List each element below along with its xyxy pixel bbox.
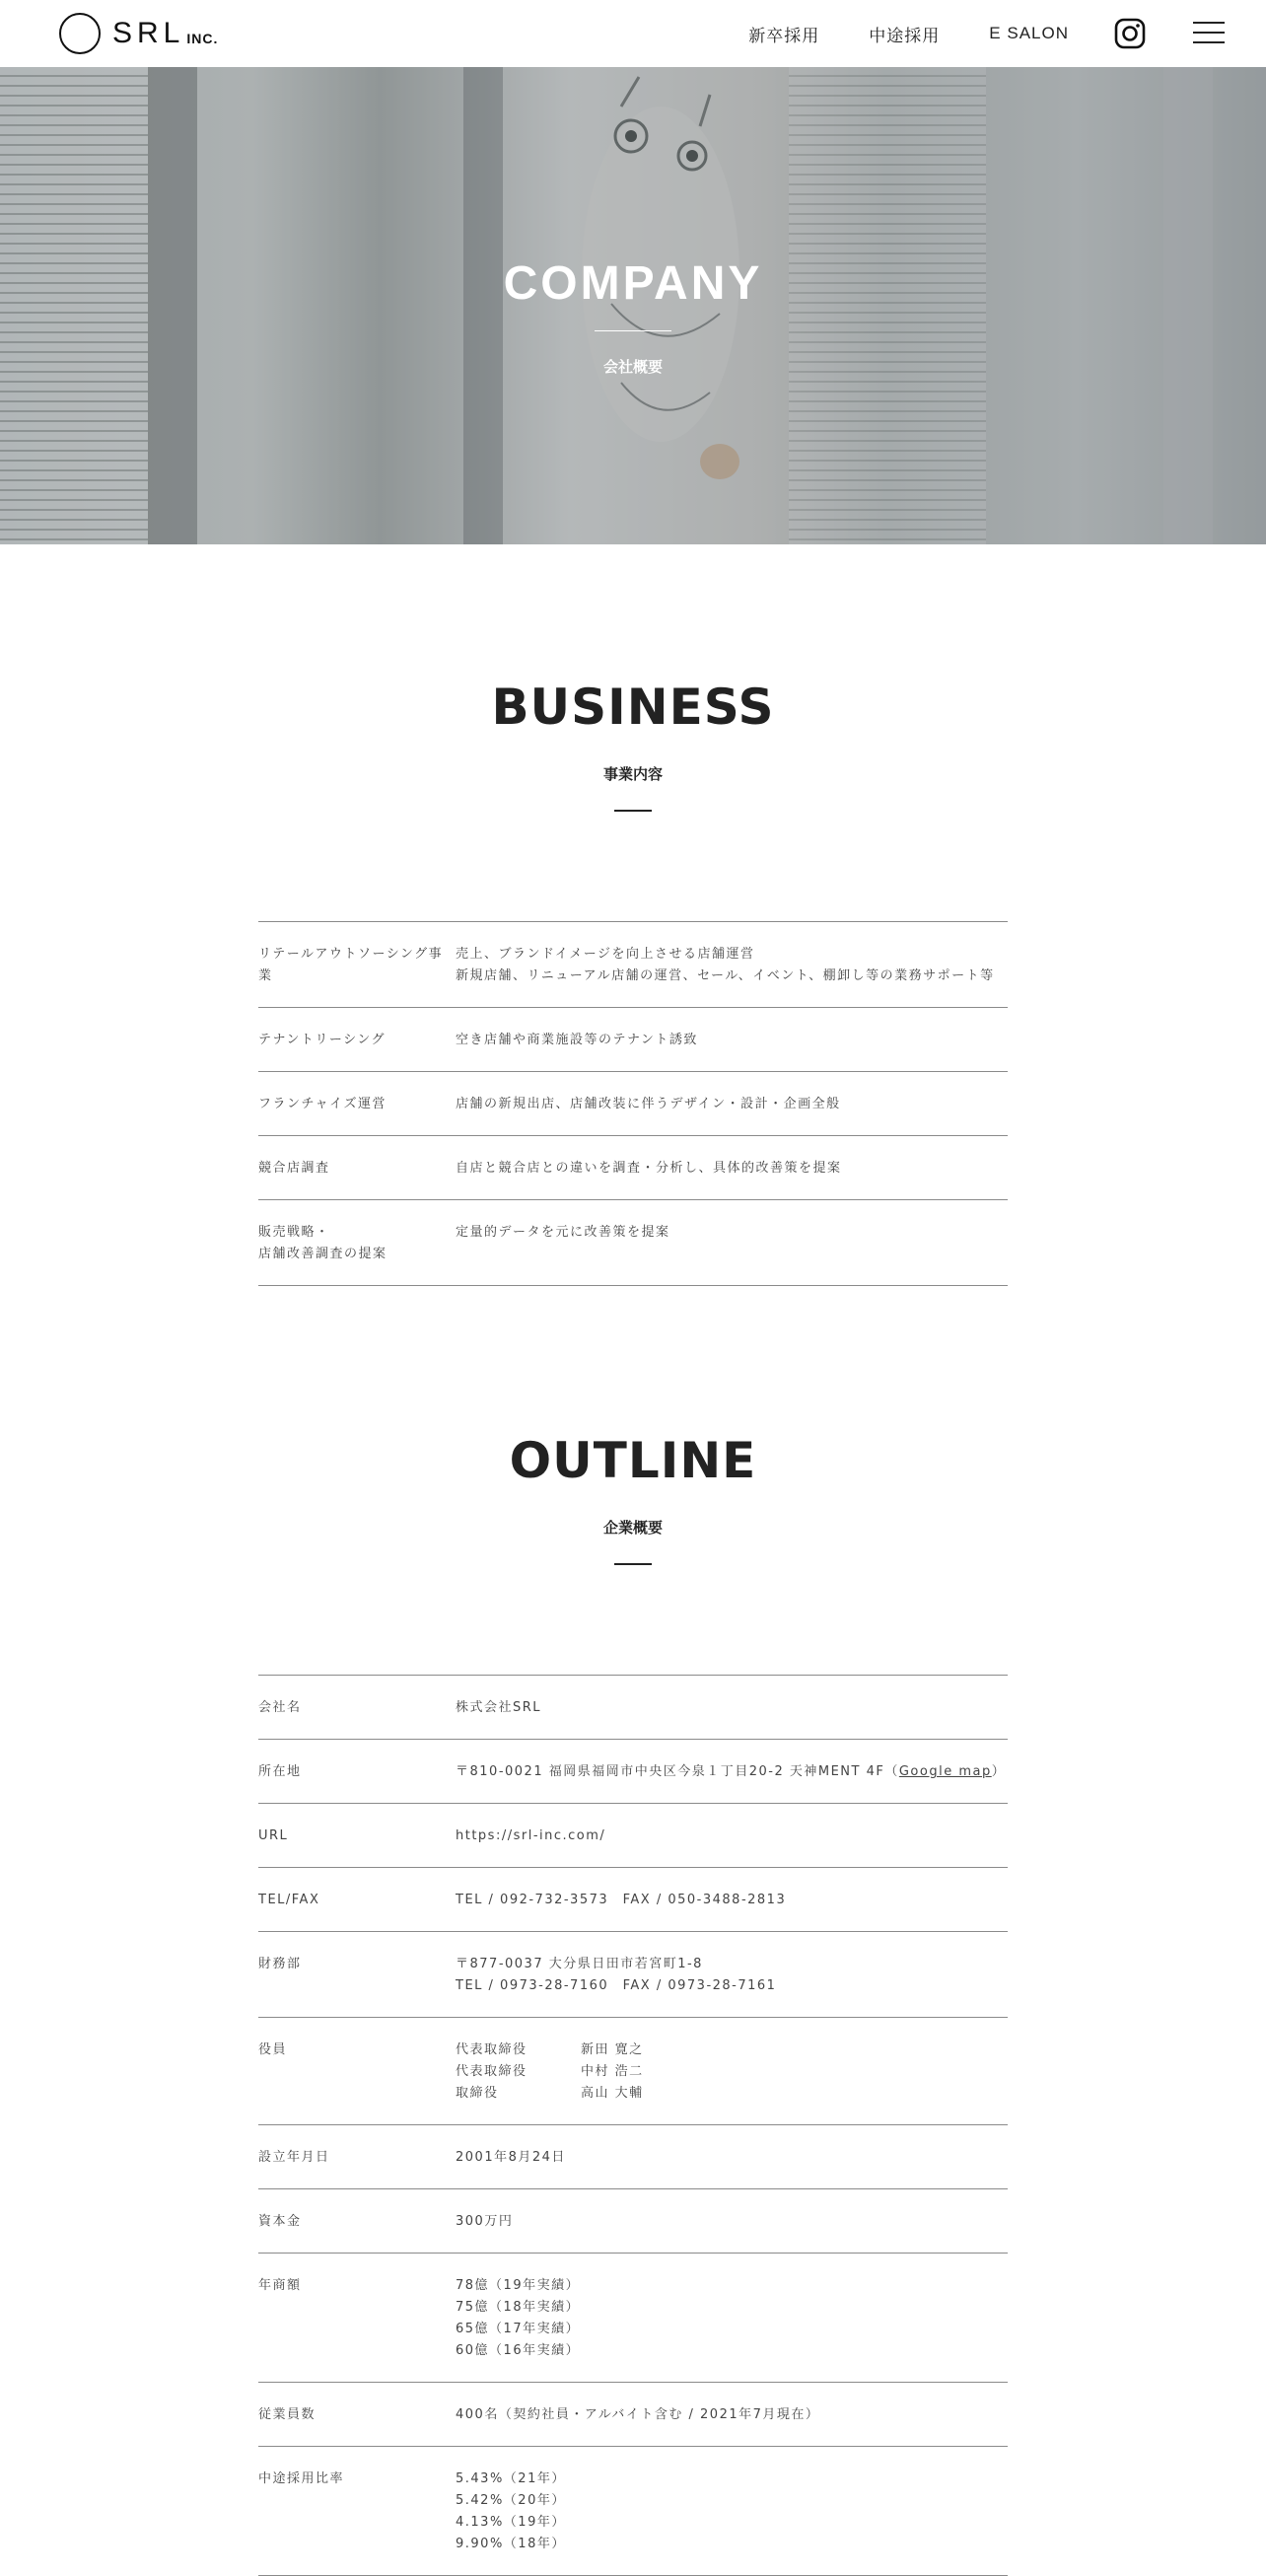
instagram-icon[interactable] <box>1114 18 1146 49</box>
row-value-line: 自店と競合店との違いを調査・分析し、具体的改善策を提案 <box>456 1161 842 1176</box>
row-value <box>456 1222 1008 1265</box>
business-subtitle: 事業内容 <box>602 765 663 783</box>
row-label: 会社名 <box>258 1700 302 1715</box>
row-label: 資本金 <box>258 2214 302 2229</box>
address-close-paren: ） <box>991 1764 1007 1779</box>
outline-table <box>258 1675 1008 2576</box>
table-row <box>258 2383 1008 2447</box>
row-value-line: 〒877-0037 大分県日田市若宮町1-8 <box>456 1957 703 1971</box>
row-value <box>456 1094 1008 1115</box>
nav-e-salon[interactable]: E SALON <box>989 24 1069 42</box>
row-value-line: 9.90%（18年） <box>456 2537 566 2551</box>
row-value <box>456 1030 1008 1051</box>
table-row <box>258 922 1008 1008</box>
page-title: COMPANY <box>503 257 763 310</box>
employees-value: 400名（契約社員・アルバイト含む / 2021年7月現在） <box>456 2407 820 2422</box>
table-row <box>258 2447 1008 2576</box>
row-label: 中途採用比率 <box>258 2471 345 2486</box>
sales-value <box>456 2275 1008 2362</box>
address-text: 〒810-0021 福岡県福岡市中央区今泉１丁目20-2 天神MENT 4F（ <box>456 1764 899 1779</box>
table-row <box>258 2125 1008 2189</box>
global-nav <box>699 0 1069 67</box>
hero-divider <box>595 330 671 331</box>
row-label: 競合店調査 <box>258 1161 330 1176</box>
outline-subtitle: 企業概要 <box>602 1519 663 1537</box>
business-divider <box>614 810 652 812</box>
table-row <box>258 1740 1008 1804</box>
officer-role: 取締役 <box>456 2086 499 2101</box>
officer-name: 中村 浩二 <box>581 2064 644 2079</box>
row-label: TEL/FAX <box>258 1893 320 1907</box>
row-value <box>456 944 1008 987</box>
table-row <box>258 2254 1008 2383</box>
row-value <box>456 1158 1008 1180</box>
table-row <box>258 1804 1008 1868</box>
table-row <box>258 1868 1008 1932</box>
address-value <box>456 1761 1008 1783</box>
outline-title: OUTLINE <box>509 1432 757 1489</box>
row-label: 設立年月日 <box>258 2150 330 2165</box>
row-label: 販売戦略・ 店舗改善調査の提案 <box>258 1225 387 1261</box>
logo-text: SRL <box>112 17 185 49</box>
hamburger-menu-icon[interactable] <box>1193 22 1225 43</box>
table-row <box>258 1072 1008 1136</box>
midcareer-value <box>456 2469 1008 2555</box>
officer-role: 代表取締役 <box>456 2042 528 2057</box>
table-row <box>258 2189 1008 2254</box>
business-table <box>258 921 1008 1286</box>
table-row <box>258 1932 1008 2018</box>
google-map-link[interactable]: Google map <box>898 1764 992 1779</box>
row-label: 財務部 <box>258 1957 302 1971</box>
officer-role: 代表取締役 <box>456 2064 528 2079</box>
row-value-line: 売上、ブランドイメージを向上させる店舗運営 <box>456 947 755 962</box>
table-row <box>258 1008 1008 1072</box>
row-label: フランチャイズ運営 <box>258 1097 387 1111</box>
site-logo[interactable] <box>59 12 218 55</box>
nav-mid-career[interactable]: 中途採用 <box>869 26 941 45</box>
business-title: BUSINESS <box>491 679 775 736</box>
site-header <box>0 0 1266 67</box>
logo-sub-text: INC. <box>186 30 219 46</box>
table-row <box>258 1676 1008 1740</box>
row-value-line: 65億（17年実績） <box>456 2322 581 2336</box>
telfax-value: TEL / 092-732-3573 FAX / 050-3488-2813 <box>456 1893 787 1907</box>
row-value-line: 5.42%（20年） <box>456 2493 566 2508</box>
table-row <box>258 1136 1008 1200</box>
finance-value <box>456 1954 1008 1997</box>
row-value-line: 定量的データを元に改善策を提案 <box>456 1225 670 1240</box>
nav-new-graduate[interactable]: 新卒採用 <box>748 26 820 45</box>
row-label: 年商額 <box>258 2278 302 2293</box>
logo-circle-icon <box>59 13 101 54</box>
row-value-line: 60億（16年実績） <box>456 2343 581 2358</box>
table-row <box>258 1200 1008 1286</box>
officer-name: 高山 大輔 <box>581 2086 644 2101</box>
officer-name: 新田 寛之 <box>581 2042 644 2057</box>
url-value: https://srl-inc.com/ <box>456 1828 606 1843</box>
founded-value: 2001年8月24日 <box>456 2150 566 2165</box>
row-value-line: TEL / 0973-28-7160 FAX / 0973-28-7161 <box>456 1978 777 1993</box>
company-name-value: 株式会社SRL <box>456 1700 542 1715</box>
row-value-line: 4.13%（19年） <box>456 2515 566 2530</box>
hero-banner <box>0 67 1266 544</box>
row-label: リテールアウトソーシング事業 <box>258 947 444 983</box>
row-label: 従業員数 <box>258 2407 316 2422</box>
row-value-line: 5.43%（21年） <box>456 2471 566 2486</box>
outline-divider <box>614 1563 652 1565</box>
officers-value <box>456 2039 1008 2105</box>
page-subtitle: 会社概要 <box>602 358 663 376</box>
row-value-line: 空き店舗や商業施設等のテナント誘致 <box>456 1033 698 1047</box>
row-label: URL <box>258 1828 289 1843</box>
row-value-line: 新規店舗、リニューアル店舗の運営、セール、イベント、棚卸し等の業務サポート等 <box>456 968 995 983</box>
table-row <box>258 2018 1008 2125</box>
row-value-line: 75億（18年実績） <box>456 2300 581 2315</box>
row-value-line: 店舗の新規出店、店舗改装に伴うデザイン・設計・企画全般 <box>456 1097 841 1111</box>
row-value-line: 78億（19年実績） <box>456 2278 581 2293</box>
row-label: テナントリーシング <box>258 1033 387 1047</box>
capital-value: 300万円 <box>456 2214 514 2229</box>
row-label: 所在地 <box>258 1764 302 1779</box>
row-label: 役員 <box>258 2042 288 2057</box>
